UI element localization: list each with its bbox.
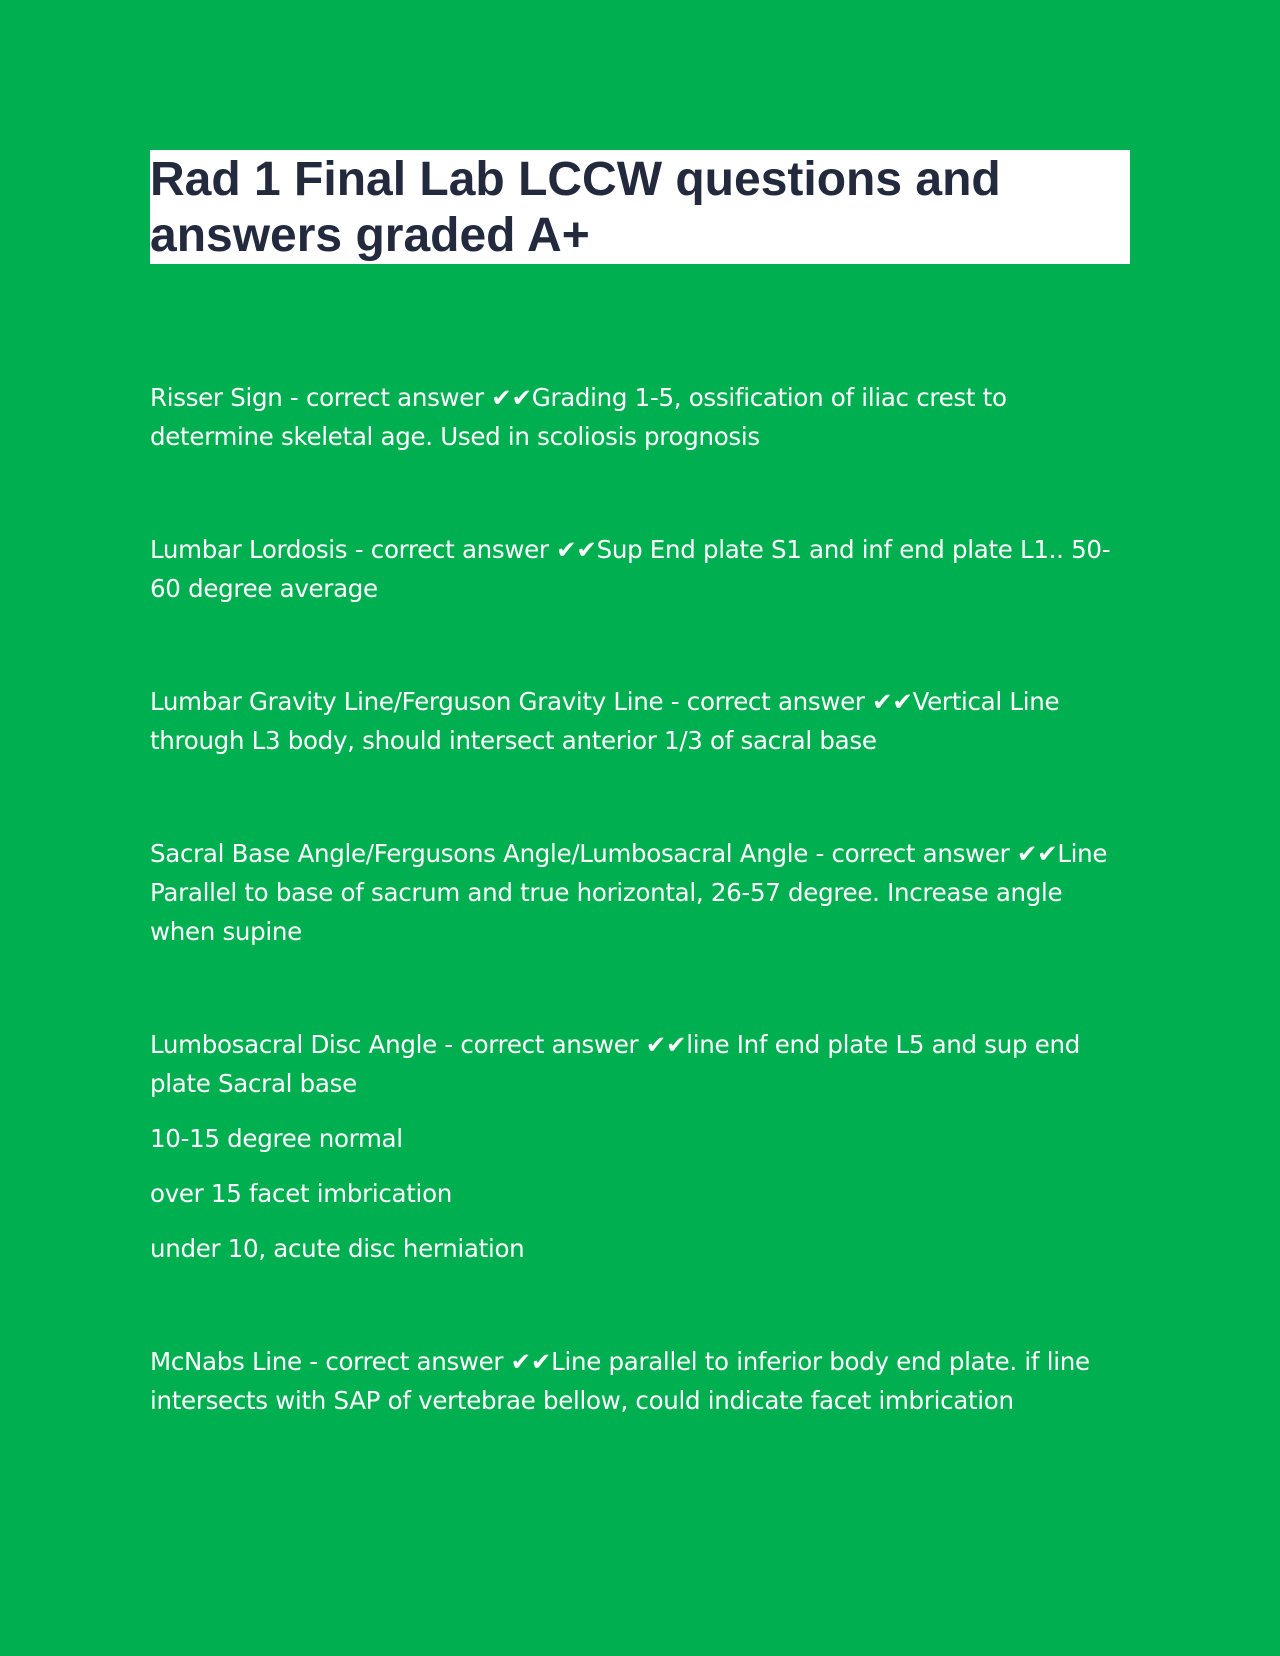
page-title: Rad 1 Final Lab LCCW questions and answers graded A+ <box>150 153 1001 262</box>
qa-item-detail-line: under 10, acute disc herniation <box>150 1234 525 1263</box>
qa-item-sacral-base-angle: Sacral Base Angle/Fergusons Angle/Lumbosacral Angle - correct answer ✔✔Line Parallel to base of sacrum and true horizontal, 26-57 degree. Increase angle when supine <box>150 839 1108 946</box>
qa-item-mcnabs-line: McNabs Line - correct answer ✔✔Line parallel to inferior body end plate. if line intersects with SAP of vertebrae bellow, could indicate facet imbrication <box>150 1347 1090 1415</box>
qa-item-lumbar-lordosis: Lumbar Lordosis - correct answer ✔✔Sup End plate S1 and inf end plate L1.. 50-60 degree average <box>150 535 1111 603</box>
document-page <box>150 150 1130 1420</box>
qa-list <box>150 378 1130 1420</box>
qa-item-lumbar-gravity-line: Lumbar Gravity Line/Ferguson Gravity Line - correct answer ✔✔Vertical Line through L3 body, should intersect anterior 1/3 of sacral base <box>150 687 1060 755</box>
qa-item-risser-sign: Risser Sign - correct answer ✔✔Grading 1-5, ossification of iliac crest to determine skeletal age. Used in scoliosis prognosis <box>150 383 1007 451</box>
qa-item-detail-line: 10-15 degree normal <box>150 1124 403 1153</box>
qa-item-lumbosacral-disc-angle: Lumbosacral Disc Angle - correct answer ✔✔line Inf end plate L5 and sup end plate Sacral base <box>150 1030 1080 1098</box>
qa-item-detail-line: over 15 facet imbrication <box>150 1179 452 1208</box>
title-banner <box>150 150 1130 264</box>
